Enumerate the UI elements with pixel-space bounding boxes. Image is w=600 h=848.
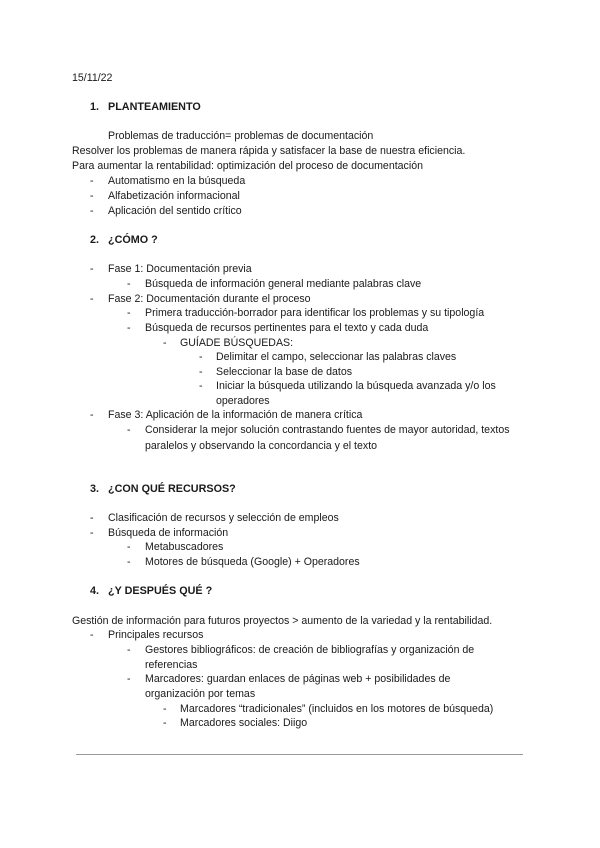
bullet-dash: - <box>199 351 203 363</box>
footer-divider <box>76 754 523 755</box>
list-item: Búsqueda de información <box>108 527 229 539</box>
list-item: Gestores bibliográficos: de creación de bibliografías y organización de <box>145 644 475 656</box>
section-1-number: 1. <box>90 101 100 113</box>
list-item: Clasificación de recursos y selección de empleos <box>108 512 339 524</box>
list-item: Seleccionar la base de datos <box>216 366 353 378</box>
section-4-number: 4. <box>90 585 100 597</box>
paragraph: Resolver los problemas de manera rápida y satisfacer la base de nuestra eficiencia. <box>72 145 466 157</box>
list-item: Considerar la mejor solución contrastando fuentes de mayor autoridad, textos <box>145 424 510 436</box>
bullet-dash: - <box>90 175 94 187</box>
bullet-dash: - <box>163 337 167 349</box>
list-item: Aplicación del sentido crítico <box>108 205 242 217</box>
list-item: Alfabetización informacional <box>108 190 240 202</box>
bullet-dash: - <box>127 541 131 553</box>
paragraph: Para aumentar la rentabilidad: optimización del proceso de documentación <box>72 160 423 172</box>
bullet-dash: - <box>127 673 131 685</box>
list-item-continued: organización por temas <box>145 688 256 700</box>
section-2-number: 2. <box>90 234 100 246</box>
paragraph: Problemas de traducción= problemas de documentación <box>108 130 374 142</box>
bullet-dash: - <box>90 512 94 524</box>
list-item: Marcadores “tradicionales” (incluidos en los motores de búsqueda) <box>180 703 494 715</box>
bullet-dash: - <box>127 278 131 290</box>
list-item: Motores de búsqueda (Google) + Operadores <box>145 556 360 568</box>
list-item: Fase 3: Aplicación de la información de manera crítica <box>108 409 363 421</box>
list-item: Iniciar la búsqueda utilizando la búsqueda avanzada y/o los <box>216 380 496 392</box>
paragraph: Gestión de información para futuros proyectos > aumento de la variedad y la rentabilidad. <box>72 615 493 627</box>
bullet-dash: - <box>127 644 131 656</box>
list-item: Metabuscadores <box>145 541 224 553</box>
bullet-dash: - <box>127 556 131 568</box>
list-item: Búsqueda de recursos pertinentes para el texto y cada duda <box>145 322 429 334</box>
section-4-heading: ¿Y DESPUÉS QUÉ ? <box>108 585 213 597</box>
bullet-dash: - <box>90 293 94 305</box>
bullet-dash: - <box>90 263 94 275</box>
bullet-dash: - <box>90 629 94 641</box>
list-item: Marcadores: guardan enlaces de páginas web + posibilidades de <box>145 673 451 685</box>
bullet-dash: - <box>90 205 94 217</box>
list-item: Delimitar el campo, seleccionar las palabras claves <box>216 351 457 363</box>
list-item: Primera traducción-borrador para identificar los problemas y su tipología <box>145 307 485 319</box>
bullet-dash: - <box>90 409 94 421</box>
list-item: GUÍADE BÚSQUEDAS: <box>180 337 294 349</box>
section-3-number: 3. <box>90 483 100 495</box>
bullet-dash: - <box>127 307 131 319</box>
list-item: Fase 1: Documentación previa <box>108 263 252 275</box>
list-item: Búsqueda de información general mediante palabras clave <box>145 278 422 290</box>
section-1-heading: PLANTEAMIENTO <box>108 101 201 113</box>
list-item: Automatismo en la búsqueda <box>108 175 246 187</box>
list-item-continued: paralelos y observando la concordancia y el texto <box>145 440 378 452</box>
bullet-dash: - <box>163 717 167 729</box>
bullet-dash: - <box>90 527 94 539</box>
list-item: Principales recursos <box>108 629 204 641</box>
date: 15/11/22 <box>72 72 113 84</box>
bullet-dash: - <box>90 190 94 202</box>
bullet-dash: - <box>199 366 203 378</box>
bullet-dash: - <box>127 322 131 334</box>
bullet-dash: - <box>199 380 203 392</box>
bullet-dash: - <box>163 703 167 715</box>
bullet-dash: - <box>127 424 131 436</box>
list-item-continued: operadores <box>216 395 270 407</box>
list-item: Fase 2: Documentación durante el proceso <box>108 293 311 305</box>
section-2-heading: ¿CÓMO ? <box>108 234 158 246</box>
list-item: Marcadores sociales: Diigo <box>180 717 308 729</box>
list-item-continued: referencias <box>145 659 198 671</box>
section-3-heading: ¿CON QUÉ RECURSOS? <box>108 483 236 495</box>
